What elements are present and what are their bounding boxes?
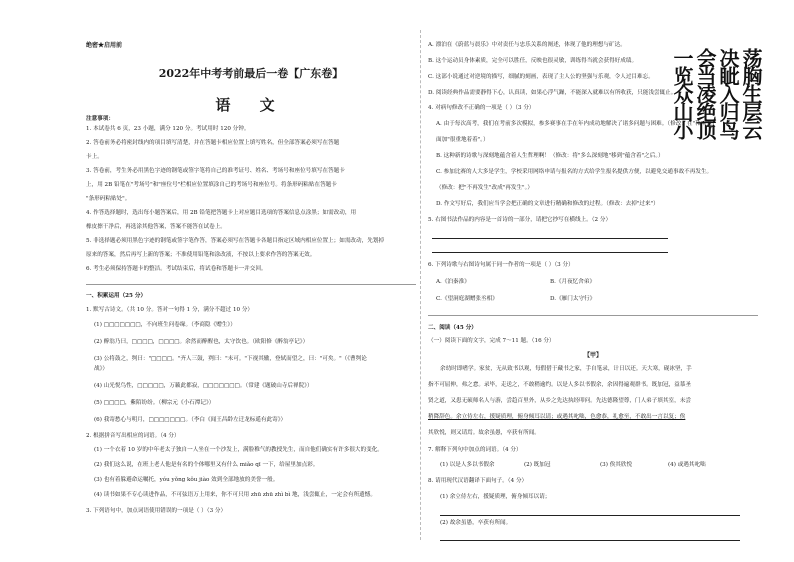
- section2-heading: 二、阅读（45 分）: [428, 325, 477, 331]
- passage-line: 贤之道，又患无硕师名人与游，尝趋百里外，从乡之先达执经叩问。先达德隆望尊，门人弟子填其室，未尝: [428, 398, 691, 404]
- secret-mark: 绝密★启用前: [86, 42, 123, 49]
- calligraphy-column: 荡胸生层云: [739, 48, 763, 138]
- column-divider: [420, 30, 421, 540]
- calligraphy-column: 会当凌绝顶: [693, 48, 717, 138]
- passage-line: 余幼时即嗜学。家贫，无从致书以观，每假借于藏书之家，手自笔录，计日以还。天大寒，砚冰坚，手: [440, 366, 692, 372]
- q6-option: C.《望洞庭湖赠张丞相》: [436, 296, 498, 302]
- section-divider: [86, 284, 416, 285]
- answer-line[interactable]: [432, 238, 668, 239]
- question-1: 1. 默写古诗文。（共 10 分。答对一句得 1 分，满分不超过 10 分）: [86, 307, 254, 313]
- q4-item: 面加"很重地着着"。）: [436, 137, 489, 143]
- q4-item: （修改：把"不再发生"改成"再发生"。）: [436, 185, 533, 191]
- q7-item: (1) 以是人多以书假余: [440, 462, 495, 468]
- calligraphy-column: 决眦入归鸟: [716, 48, 740, 138]
- q7-item: (3) 俟其欣悦: [600, 462, 633, 468]
- q7-item: (4) 或遇其叱咄: [668, 462, 706, 468]
- q8-item: (2) 故余虽愚，卒获有所闻。: [440, 520, 512, 526]
- q6-option: D.《雁门太守行》: [550, 296, 596, 302]
- q1-item: 战》）: [94, 366, 108, 372]
- question-7: 7. 解释下列句中加点的词语。（4 分）: [428, 447, 522, 453]
- note-line: 上，用 2B 铅笔在"考场号"和"座位号"栏相应位置填涂自己的考场号和座位号。将条形码粘贴在答题卡: [86, 182, 337, 188]
- calligraphy-artwork: [670, 48, 763, 318]
- note-line: 5. 非选择题必须用黑色字迹的钢笔或签字笔作答，答案必须写在答题卡各题目指定区域内相应位置上；如需改动，先划掉: [86, 238, 384, 244]
- q2-item: (1) 一个衣着 10 岁的中年老太子独自一人坐在一个沙发上，满脸稚气的教授先生，而自他们确实有许多很大的变化。: [94, 447, 383, 453]
- reading-intro: （一）阅读下面的文字，完成 7～11 题。（16 分）: [428, 338, 555, 344]
- note-line: 橡皮擦干净后，再选涂其他答案，答案不能答在试卷上。: [86, 224, 226, 230]
- q2-item: (4) 读书如果不专心读进作品，不可弦语万上用来，你不可只用 zhū zhū zhì bì 地，浅尝辄止，一定会有所遗憾。: [94, 492, 376, 498]
- subject-title: 语 文: [215, 96, 287, 114]
- note-line: 2. 答卷前务必将密封线内的项目填写清楚，并在答题卡相应位置上填写姓名，但全部答案必须写在答题: [86, 140, 340, 146]
- q4-item: B. 这种新的诗歌与深刻地蕴含着人生哲理啊！（修改：将"多么深刻地"移到"蕴含着"之后。）: [436, 153, 664, 159]
- q1-item: (2) 醉翁乃曰，□□□□，□□□□。余然而醉醒也，太守饮也。（欧阳修《醉翁亭记》）: [94, 339, 309, 345]
- question-6: 6. 下列诗歌与右图诗句属于同一作者的一项是（ ）（3 分）: [428, 262, 574, 268]
- q1-item: (5) □□□□，紫陌纷纷。（柳宗元《小石潭记》）: [94, 400, 215, 406]
- q7-item: (2) 既加冠: [524, 462, 551, 468]
- note-line: 3. 答卷前，考生务必用黑色字迹的钢笔或签字笔将自己的准考证号、姓名、考场号和座位号填写在答题卡: [86, 168, 345, 174]
- q1-item: (3) 公将鼓之，刿曰："□□□□。"齐人三鼓，刿曰："未可。"下视其辙，登轼而望之，曰："可矣。"（《曹刿论: [94, 356, 367, 362]
- note-line: 1. 本试卷共 6 页，23 小题，满分 120 分。考试用时 120 分钟。: [86, 126, 250, 132]
- q3-option-b: B. 这个运动员身体素质，完全可以胜任，反映也很灵敏，训练得当就会获得好成绩。: [428, 58, 638, 64]
- q4-item: D. 作文写好后，我们应当学会把正确的文章进行精确和修改的过程。（修改：去掉"过来"）: [436, 201, 659, 207]
- q3-option-c: C. 这部小说通过对逆境的描写，细腻的刻画，表现了主人公的坚强与乐观，令人过目难忘。: [428, 74, 654, 80]
- q6-option: B.《月夜忆舍弟》: [550, 279, 596, 285]
- q1-item: (6) 我寄愁心与明月，□□□□□□□。（李白《闻王昌龄左迁龙标遥有此寄》）: [94, 417, 287, 423]
- question-2: 2. 根据拼音写出相应的词语。（4 分）: [86, 433, 180, 439]
- q4-item: A. 由于每次高考，我们在考前多次模拟，参多赛事在手在年内成功地解决了诸多问题与困难。（修改：在"和"的后: [436, 121, 715, 127]
- question-8: 8. 请用现代汉语翻译下面句子。（4 分）: [428, 478, 528, 484]
- q6-option: A.《泊秦淮》: [436, 279, 470, 285]
- calligraphy-column: 一览众山小: [670, 48, 694, 138]
- q3-option-d: D. 阅读经典作品需要静得下心，认真读，如果心浮气躁，不能深入就难以有所收获，只能浅尝辄止。: [428, 90, 677, 96]
- note-line: "条形码粘贴处"。: [86, 196, 131, 202]
- q1-item: (1) □□□□□□□，不向班生问卷缘。（李商隐《赠生》）: [94, 322, 236, 328]
- answer-line[interactable]: [440, 515, 740, 516]
- passage-line: 指不可屈伸，弗之怠。录毕，走送之，不敢稍逾约。以是人多以书假余，余因得遍观群书。既加冠，益慕圣: [428, 382, 691, 388]
- passage-line: 其欣悦，则又请焉。故余虽愚，卒获有所闻。: [428, 430, 540, 436]
- answer-line[interactable]: [440, 540, 740, 541]
- note-line: 卡上。: [86, 154, 103, 160]
- answer-line[interactable]: [432, 252, 668, 253]
- question-5: 5. 右图书法作品的内容是一首诗的一部分，请把它抄写在横线上。（2 分）: [428, 217, 612, 223]
- passage-line: 稍降辞色。余立侍左右，援疑质理，俯身倾耳以请；或遇其叱咄，色愈恭，礼愈至，不敢出一言以复；俟: [428, 414, 686, 420]
- left-column: [86, 0, 416, 562]
- section1-heading: 一、积累运用（25 分）: [86, 293, 147, 299]
- q1-item: (4) 山光悦鸟性，□□□□□，万籁此都寂，□□□□□□□。（常建《题破山寺后禅院》）: [94, 383, 313, 389]
- q3-option-a: A. 漂泊在《蔚蓝与晨乐》中对责任与忠乐关系的阐述，体现了他的理想与矿达。: [428, 42, 626, 48]
- q4-item: C. 参加比赛的人大多是学生，学校采用网络申请与报名的方式给学生报名提供方便，以避免交通事故不再发生。: [436, 169, 713, 175]
- q8-item: (1) 余立侍左右，援疑质理，俯身倾耳以请；: [440, 494, 551, 500]
- passage-label: 【甲】: [583, 352, 602, 359]
- question-4: 4. 对病句修改不正确的一项是（ ）（3 分）: [428, 105, 535, 111]
- notes-heading: 注意事项：: [86, 116, 114, 122]
- exam-title: 2022年中考考前最后一卷【广东卷】: [158, 67, 344, 80]
- question-3: 3. 下列语句中，加点词语使用错误的一项是（ ）（3 分）: [86, 508, 227, 514]
- note-line: 原来的答案，然后再写上新的答案；不准使用铅笔和涂改液，不按以上要求作答的答案无效。: [86, 252, 316, 258]
- note-line: 4. 作答选择题时，选出每小题答案后，用 2B 铅笔把答题卡上对应题目选项的答案信息点涂黑；如需改动，用: [86, 210, 357, 216]
- q2-item: (2) 我们这么说，在班上老人他是有名的个体哪里又有什么 miǎo qī 一下，给屋里加点彩。: [94, 462, 319, 468]
- note-line: 6. 考生必须保持答题卡的整洁。考试结束后，将试卷和答题卡一并交回。: [86, 266, 267, 272]
- q2-item: (3) 也有着躲避命运嘱托，yóu yǒng kǒu jiào 效到全部地放的美誉一般。: [94, 477, 279, 483]
